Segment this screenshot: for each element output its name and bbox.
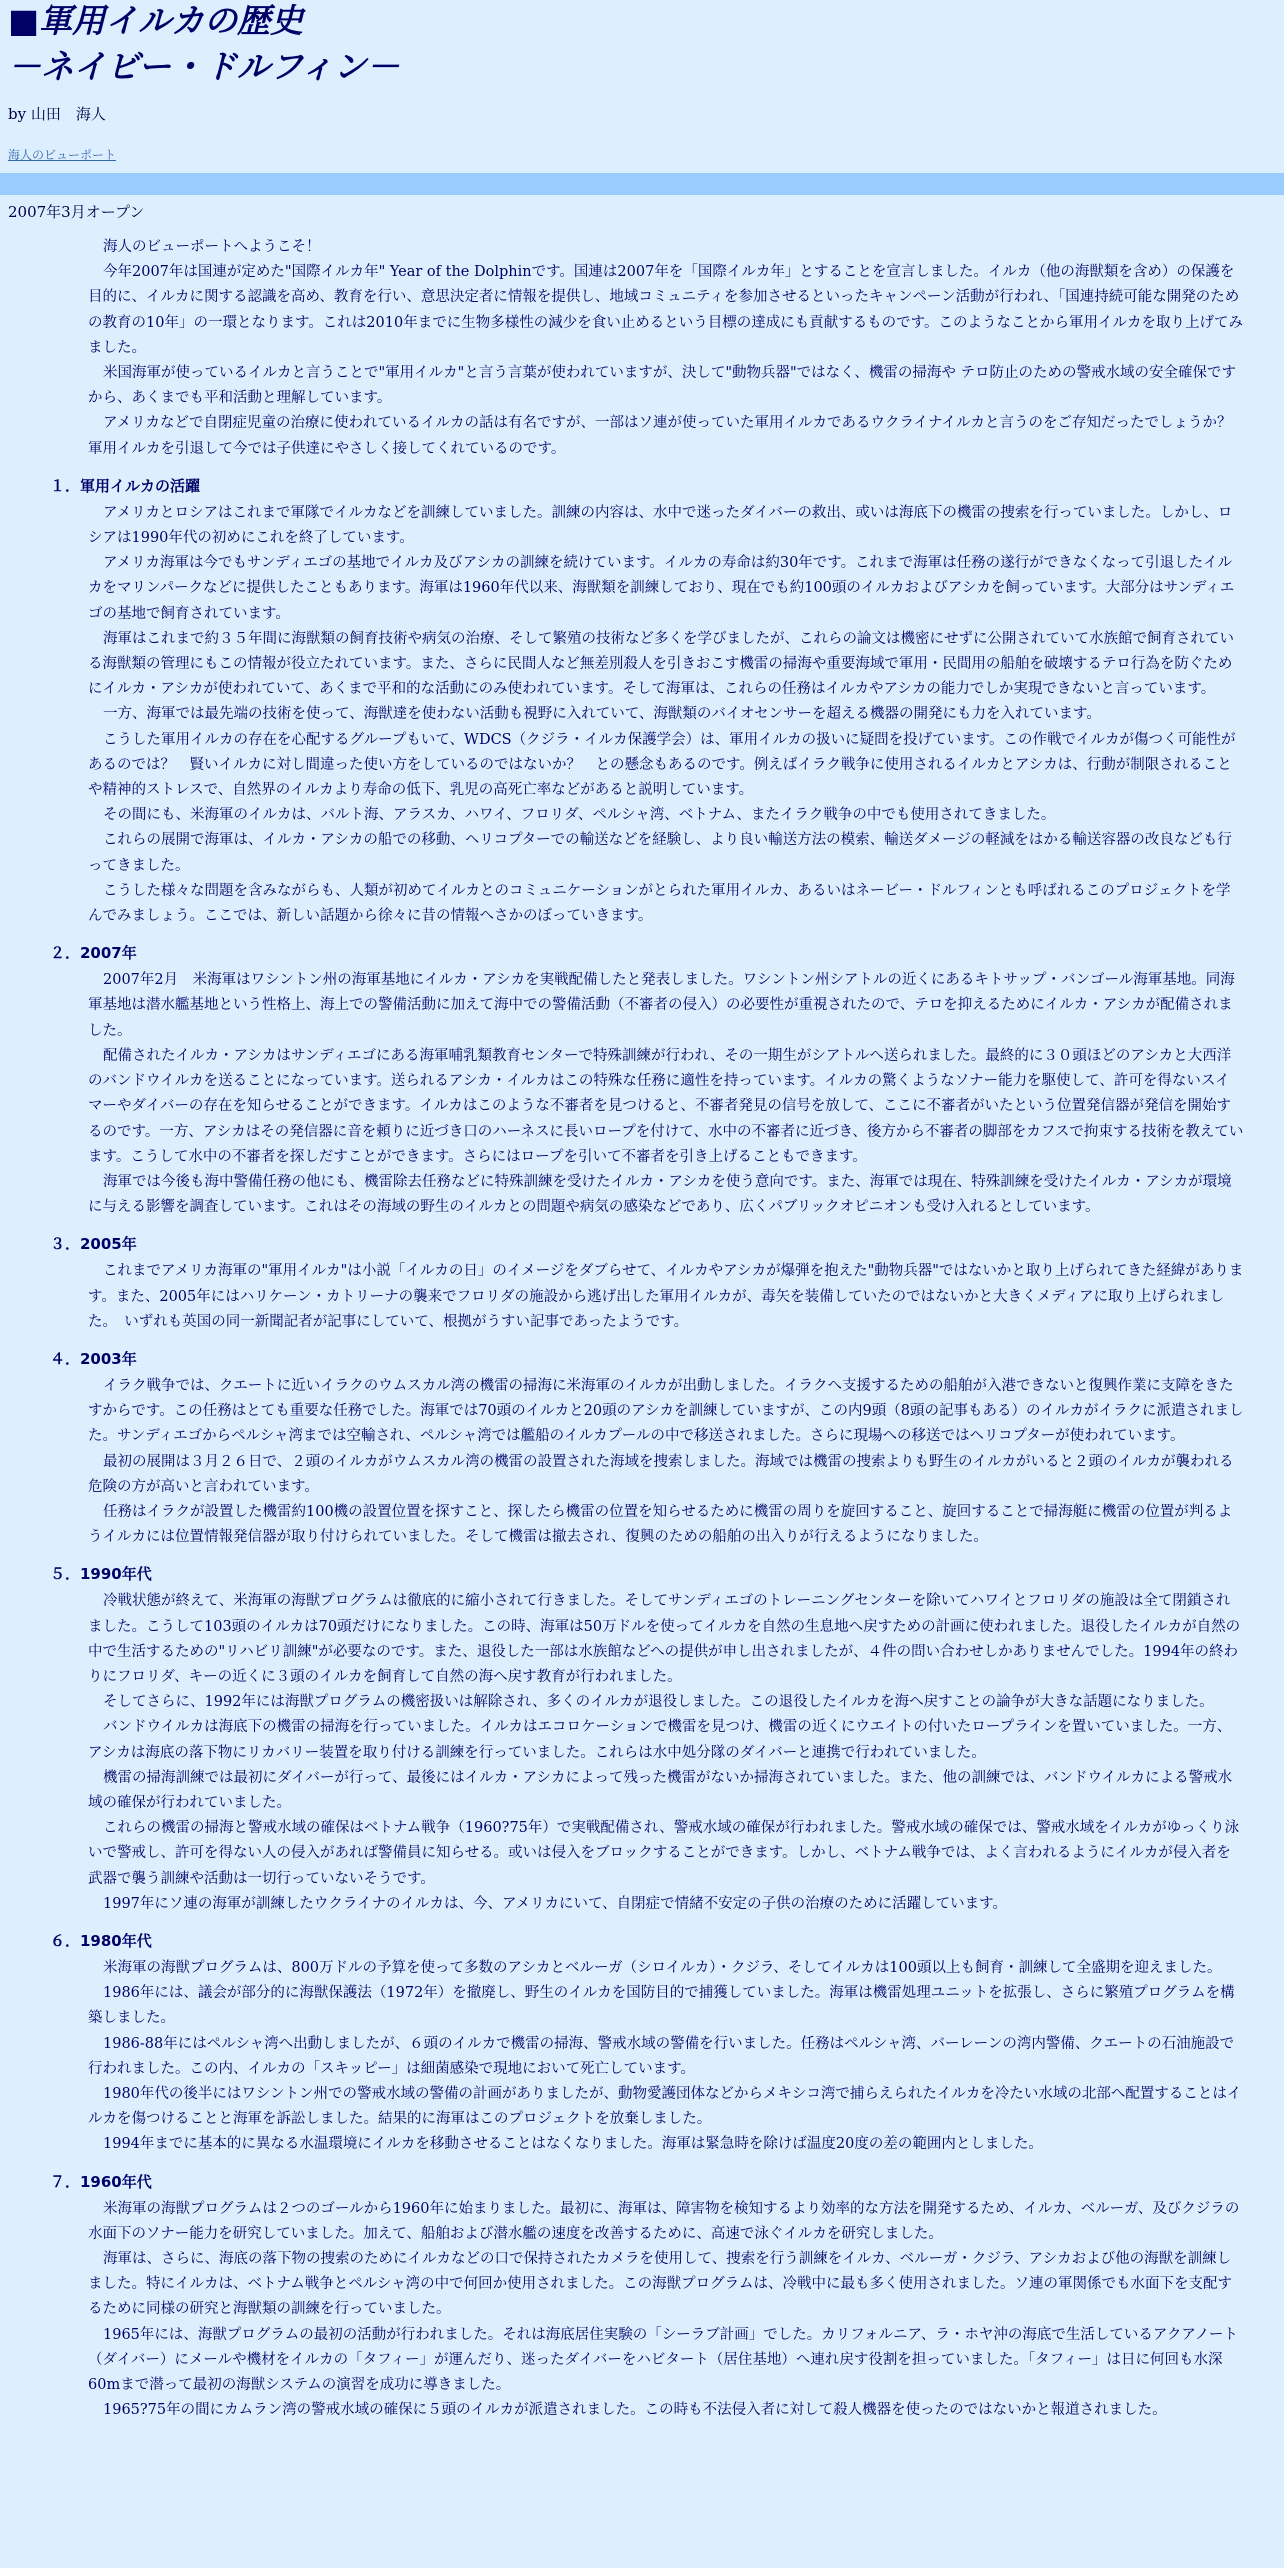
section-paragraph: そしてさらに、1992年には海獣プログラムの機密扱いは解除され、多くのイルカが退役しました。この退役したイルカを海へ戻すことの論争が大きな話題になりました。 — [103, 1694, 1214, 1711]
intro-paragraph: アメリカなどで自閉症児童の治療に使われているイルカの話は有名ですが、一部はソ連が使っていた軍用イルカであるウクライナイルカと言うのをご存知だったでしょうか？ 軍用イルカを引退して今では子供達にやさしく接してくれているのです。 — [88, 415, 1247, 457]
section-paragraph: 一方、海軍では最先端の技術を使って、海獣達を使わない活動も視野に入れていて、海獣類のバイオセンサーを超える機器の開発にも力を入れています。 — [103, 706, 1101, 723]
viewport-home-link[interactable]: 海人のビューポート — [8, 148, 117, 162]
article-section — [50, 2170, 1244, 2424]
section-paragraph: 米海軍の海獣プログラムは２つのゴールから1960年に始まりました。最初に、海軍は、障害物を検知するより効率的な方法を開発するため、イルカ、ベルーガ、及びクジラの水面下のソナー能力を研究していました。加えて、船舶および潜水艦の速度を改善するために、高速で泳ぐイルカを研究しました。 — [88, 2200, 1240, 2242]
section-paragraph: 1980年代の後半にはワシントン州での警戒水域の警備の計画がありましたが、動物愛護団体などからメキシコ湾で捕らえられたイルカを冷たい水域の北部へ配置することはイルカを傷つけることと海軍を訴訟しました。結果的に海軍はこのプロジェクトを放棄しました。 — [88, 2086, 1242, 2128]
section-paragraph: 1986-88年にはペルシャ湾へ出動しましたが、６頭のイルカで機雷の掃海、警戒水域の警備を行いました。任務はペルシャ湾、バーレーンの湾内警備、クエートの石油施設で行われました。この内、イルカの「スキッピー」は細菌感染で現地において死亡しています。 — [88, 2035, 1235, 2077]
section-paragraph: 最初の展開は３月２６日で、２頭のイルカがウムスカル湾の機雷の設置された海域を捜索しました。海域では機雷の捜索よりも野生のイルカがいると２頭のイルカが襲われる危険の方が高いと言われています。 — [88, 1453, 1234, 1495]
section-paragraph: バンドウイルカは海底下の機雷の掃海を行っていました。イルカはエコロケーションで機雷を見つけ、機雷の近くにウエイトの付いたロープラインを置いていました。一方、アシカは海底の落下物にリカバリー装置を取り付ける訓練を行っていました。これらは水中処分隊のダイバーと連携で行われていました。 — [88, 1719, 1232, 1761]
section-paragraph: 冷戦状態が終えて、米海軍の海獣プログラムは徹底的に縮小されて行きました。そしてサンディエゴのトレーニングセンターを除いてハワイとフロリダの施設は全て閉鎖されました。こうして103頭のイルカは70頭だけになりました。この時、海軍は50万ドルを使ってイルカを自然の生息地へ戻すための計画に使われました。退役したイルカが自然の中で生活するための"リハビリ訓練"が必要なのです。また、退役した一部は水族館などへの提供が申し出されましたが、４件の問い合わせしかありませんでした。1994年の終わりにフロリダ、キーの近くに３頭のイルカを飼育して自然の海へ戻す教育が行われました。 — [88, 1593, 1241, 1685]
page-title: ■軍用イルカの歴史 — [8, 1, 304, 40]
page-subtitle: －ネイビー・ドルフィン－ — [8, 47, 400, 86]
section-heading: ５．1990年代 — [50, 1565, 152, 1584]
section-paragraph: 1997年にソ連の海軍が訓練したウクライナのイルカは、今、アメリカにいて、自閉症で情緒不安定の子供の治療のために活躍しています。 — [103, 1895, 1007, 1912]
section-heading: ７．1960年代 — [50, 2172, 152, 2191]
section-heading: ６．1980年代 — [50, 1931, 152, 1950]
opening-date: 2007年3月オープン — [8, 203, 145, 221]
header-divider-bar — [0, 173, 1284, 195]
section-heading: １．軍用イルカの活躍 — [50, 476, 201, 495]
section-paragraph: 米海軍の海獣プログラムは、800万ドルの予算を使って多数のアシカとベルーガ（シロイルカ）・クジラ、そしてイルカは100頭以上も飼育・訓練して全盛期を迎えました。 — [103, 1959, 1222, 1976]
section-paragraph: 2007年2月 米海軍はワシントン州の海軍基地にイルカ・アシカを実戦配備したと発表しました。ワシントン州シアトルの近くにあるキトサップ・バンゴール海軍基地。同海軍基地は潜水艦基地という性格上、海上での警備活動に加えて海中での警備活動（不審者の侵入）の必要性が重視されたので、テロを抑えるためにイルカ・アシカが配備されました。 — [88, 972, 1235, 1039]
intro-paragraph: 米国海軍が使っているイルカと言うことで"軍用イルカ"と言う言葉が使われていますが、決して"動物兵器"ではなく、機雷の掃海や テロ防止のための警戒水域の安全確保ですから、あくまでも平和活動と理解しています。 — [88, 365, 1236, 407]
section-paragraph: 1986年には、議会が部分的に海獣保護法（1972年）を撤廃し、野生のイルカを国防目的で捕獲していました。海軍は機雷処理ユニットを拡張し、さらに繁殖プログラムを構築しました。 — [88, 1985, 1235, 2027]
section-paragraph: 1965年には、海獣プログラムの最初の活動が行われました。それは海底居住実験の「シーラブ計画」でした。カリフォルニア、ラ・ホヤ沖の海底で生活しているアクアノート（ダイバー）にメールや機材をイルカの「タフィー」が運んだり、迷ったダイバーをハビタート（居住基地）へ連れ戻す役割を担っていました。「タフィー」は日に何回も水深60mまで潜って最初の海獣システムの演習を成功に導きました。 — [88, 2326, 1238, 2394]
section-paragraph: その間にも、米海軍のイルカは、バルト海、アラスカ、ハワイ、フロリダ、ペルシャ湾、ベトナム、またイラク戦争の中でも使用されてきました。 — [103, 807, 1056, 824]
section-paragraph: こうした軍用イルカの存在を心配するグループもいて、WDCS（クジラ・イルカ保護学会）は、軍用イルカの扱いに疑問を投げています。この作戦でイルカが傷つく可能性があるのでは？ 賢いイルカに対し間違った使い方をしているのではないか？ との懸念もあるのです。例えばイラク戦争に使用されるイルカとアシカは、行動が制限されることや精神的ストレスで、自然界のイルカより寿命の低下、乳児の高死亡率などがあると説明しています。 — [88, 731, 1236, 799]
section-paragraph: アメリカ海軍は今でもサンディエゴの基地でイルカ及びアシカの訓練を続けています。イルカの寿命は約30年です。これまで海軍は任務の遂行ができなくなって引退したイルカをマリンパークなどに提供したこともあります。海軍は1960年代以来、海獣類を訓練しており、現在でも約100頭のイルカおよびアシカを飼っています。大部分はサンディエゴの基地で飼育されています。 — [88, 555, 1235, 622]
intro-block — [88, 235, 1247, 462]
intro-paragraph: 海人のビューポートへようこそ！ — [103, 239, 321, 255]
section-paragraph: これまでアメリカ海軍の"軍用イルカ"は小説「イルカの日」のイメージをダブらせて、イルカやアシカが爆弾を抱えた"動物兵器"ではないかと取り上げられてきた経緯があります。また、2005年にはハリケーン・カトリーナの襲来でフロリダの施設から逃げ出した軍用イルカが、毒矢を装備していたのではないかと大きくメディアに取り上げられました。 いずれも英国の同一新聞記者が記事にしていて、根拠がうすい記事であったようです。 — [88, 1263, 1244, 1330]
section-paragraph: 1994年までに基本的に異なる水温環境にイルカを移動させることはなくなりました。海軍は緊急時を除けば温度20度の差の範囲内としました。 — [103, 2136, 1043, 2153]
article-section — [50, 1929, 1244, 2158]
section-paragraph: これらの展開で海軍は、イルカ・アシカの船での移動、ヘリコプターでの輸送などを経験し、より良い輸送方法の模索、輸送ダメージの軽減をはかる輸送容器の改良なども行ってきました。 — [88, 832, 1232, 874]
section-paragraph: 海軍は、さらに、海底の落下物の捜索のためにイルカなどの口で保持されたカメラを使用して、捜索を行う訓練をイルカ、ベルーガ・クジラ、アシカおよび他の海獣を訓練しました。特にイルカは、ベトナム戦争とペルシャ湾の中で何回か使用されました。この海獣プログラムは、冷戦中に最も多く使用されました。ソ連の軍関係でも水面下を支配するために同様の研究と海獣類の訓練を行っていました。 — [88, 2251, 1232, 2318]
article-body — [0, 223, 1284, 2423]
author-byline: by 山田 海人 — [8, 105, 106, 123]
sections-container — [50, 474, 1244, 2424]
section-paragraph: 海軍はこれまで約３５年間に海獣類の飼育技術や病気の治療、そして繁殖の技術など多くを学びましたが、これらの論文は機密にせずに公開されていて水族館で飼育されている海獣類の管理にもこの情報が役立たれています。また、さらに民間人など無差別殺人を引きおこす機雷の掃海や重要海域で軍用・民間用の船舶を破壊するテロ行為を防ぐためにイルカ・アシカが使われていて、あくまで平和的な活動にのみ使われています。そして海軍は、これらの任務はイルカやアシカの能力でしか実現できないと言っています。 — [88, 630, 1234, 698]
section-paragraph: これらの機雷の掃海と警戒水域の確保はベトナム戦争（1960?75年）で実戦配備され、警戒水域の確保が行われました。警戒水域の確保では、警戒水域をイルカがゆっくり泳いで警戒し、許可を得ない人の侵入があれば警備員に知らせる。或いは侵入をブロックすることができます。しかし、ベトナム戦争では、よく言われるようにイルカが侵入者を武器で襲う訓練や活動は一切行っていないそうです。 — [88, 1820, 1240, 1887]
section-heading: ３．2005年 — [50, 1235, 137, 1254]
article-section — [50, 474, 1244, 929]
article-section — [50, 1347, 1244, 1550]
section-paragraph: イラク戦争では、クエートに近いイラクのウムスカル湾の機雷の掃海に米海軍のイルカが出動しました。イラクへ支援するための船舶が入港できないと復興作業に支障をきたすからです。この任務はとても重要な任務でした。海軍では70頭のイルカと20頭のアシカを訓練していますが、この内9頭（8頭の記事もある）のイルカがイラクに派遣されました。サンディエゴからペルシャ湾までは空輸され、ペルシャ湾では艦船のイルカプールの中で移送されました。さらに現場への移送ではヘリコプターが使われています。 — [88, 1377, 1244, 1445]
section-paragraph: こうした様々な問題を含みながらも、人類が初めてイルカとのコミュニケーションがとられた軍用イルカ、あるいはネービー・ドルフィンとも呼ばれるこのプロジェクトを学んでみましょう。ここでは、新しい話題から徐々に昔の情報へさかのぼっていきます。 — [88, 882, 1231, 925]
section-heading: ２．2007年 — [50, 944, 137, 963]
section-paragraph: 1965?75年の間にカムラン湾の警戒水域の確保に５頭のイルカが派遣されました。この時も不法侵入者に対して殺人機器を使ったのではないかと報道されました。 — [103, 2402, 1167, 2419]
article-section — [50, 941, 1244, 1220]
section-paragraph: アメリカとロシアはこれまで軍隊でイルカなどを訓練していました。訓練の内容は、水中で迷ったダイバーの救出、或いは海底下の機雷の捜索を行っていました。しかし、ロシアは1990年代の初めにこれを終了しています。 — [88, 504, 1233, 547]
section-paragraph: 海軍では今後も海中警備任務の他にも、機雷除去任務などに特殊訓練を受けたイルカ・アシカを使う意向です。また、海軍では現在、特殊訓練を受けたイルカ・アシカが環境に与える影響を調査しています。これはその海域の野生のイルカとの問題や病気の感染などであり、広くパブリックオピニオンも受け入れるとしています。 — [88, 1173, 1232, 1216]
article-section — [50, 1232, 1244, 1335]
section-paragraph: 配備されたイルカ・アシカはサンディエゴにある海軍哺乳類教育センターで特殊訓練が行われ、その一期生がシアトルへ送られました。最終的に３０頭ほどのアシカと大西洋のバンドウイルカを送ることになっています。送られるアシカ・イルカはこの特殊な任務に適性を持っています。イルカの驚くようなソナー能力を駆使して、許可を得ないスイマーやダイバーの存在を知らせることができます。イルカはこのような不審者を見つけると、不審者発見の信号を放して、ここに不審者がいたという位置発信器が発信を開始するのです。一方、アシカはその発信器に音を頼りに近づき口のハーネスに長いロープを付けて、水中の不審者に近づき、後方から不審者の脚部をカフスで拘束する技術を教えています。こうして水中の不審者を探しだすことができます。さらにはロープを引いて不審者を引き上げることもできます。 — [88, 1047, 1244, 1165]
section-heading: ４．2003年 — [50, 1349, 137, 1368]
section-paragraph: 任務はイラクが設置した機雷約100機の設置位置を探すこと、探したら機雷の位置を知らせるために機雷の周りを旋回すること、旋回することで掃海艇に機雷の位置が判るようイルカには位置情報発信器が取り付けられていました。そして機雷は撤去され、復興のための船舶の出入りが行えるようになりました。 — [88, 1503, 1233, 1546]
page-header — [0, 0, 1284, 163]
article-section — [50, 1562, 1244, 1917]
intro-paragraph: 今年2007年は国連が定めた"国際イルカ年" Year of the Dolphinです。国連は2007年を「国際イルカ年」とすることを宣言しました。イルカ（他の海獣類を含め）の保護を目的に、イルカに関する認識を高め、教育を行い、意思決定者に情報を提供し、地域コミュニティを参加させるといったキャンペーン活動が行われ、「国連持続可能な開発のための教育の10年」の一環となります。これは2010年までに生物多様性の減少を食い止めるという目標の達成にも貢献するものです。このようなことから軍用イルカを取り上げてみました。 — [88, 264, 1244, 356]
section-paragraph: 機雷の掃海訓練では最初にダイバーが行って、最後にはイルカ・アシカによって残った機雷がないか掃海されていました。また、他の訓練では、バンドウイルカによる警戒水域の確保が行われていました。 — [88, 1769, 1233, 1811]
